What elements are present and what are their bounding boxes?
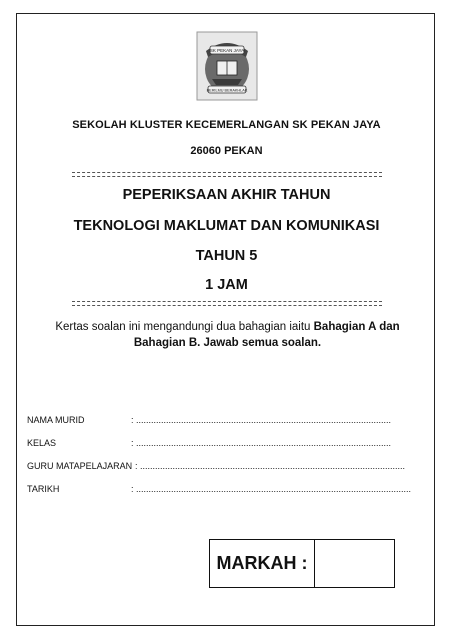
field-label: TARIKH [27,484,60,494]
field-value[interactable]: : .............................................................................................................. [131,484,412,494]
svg-text:BERILMU BERAKHLAK: BERILMU BERAKHLAK [206,88,248,93]
field-label: GURU MATAPELAJARAN [27,461,133,471]
field-kelas[interactable] [27,438,392,448]
school-postcode: 26060 PEKAN [190,145,263,157]
exam-subject: TEKNOLOGI MAKLUMAT DAN KOMUNIKASI [73,218,380,234]
markah-label: MARKAH : [210,540,315,587]
separator-line [72,172,382,177]
field-nama-murid[interactable] [27,415,392,425]
svg-text:SK PEKAN JAYA: SK PEKAN JAYA [209,48,245,53]
markah-score[interactable] [315,540,394,587]
exam-duration: 1 JAM [205,277,248,293]
school-name: SEKOLAH KLUSTER KECEMERLANGAN SK PEKAN JAYA [72,119,381,131]
field-label: KELAS [27,438,57,448]
instructions-text: Kertas soalan ini mengandungi dua bahagian iaitu [55,321,314,333]
exam-title: PEPERIKSAAN AKHIR TAHUN [122,187,331,203]
instructions-bold: Bahagian A dan Bahagian B. Jawab semua soalan. [133,321,400,349]
field-guru[interactable] [27,461,406,471]
instructions [55,319,400,351]
field-value[interactable]: : ...................................................................................................... [131,415,392,425]
field-label: NAMA MURID [27,415,85,425]
field-value[interactable]: : .......................................................................................................... [135,461,406,471]
exam-year: TAHUN 5 [195,248,258,264]
separator-line [72,301,382,306]
school-crest-icon [196,31,258,101]
field-tarikh[interactable] [27,484,412,494]
field-value[interactable]: : ...................................................................................................... [131,438,392,448]
markah-box [209,539,395,588]
